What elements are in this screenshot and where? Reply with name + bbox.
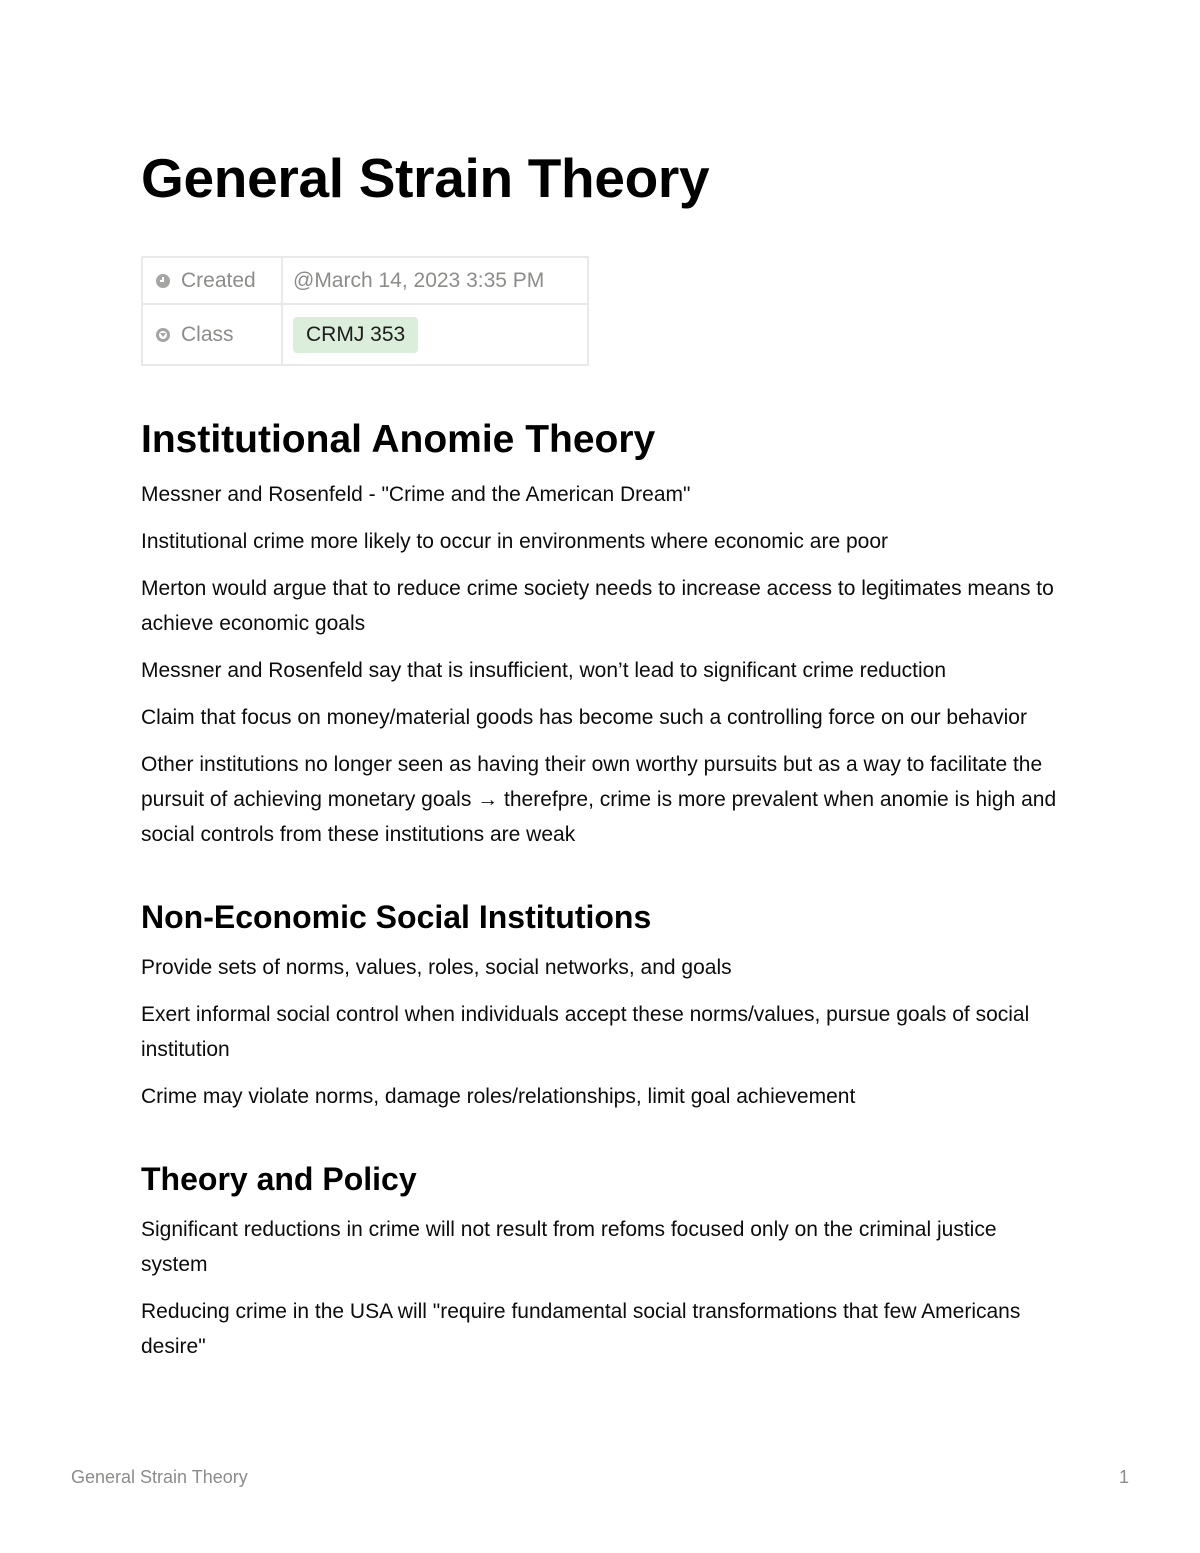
page-number: 1	[1118, 1467, 1129, 1487]
paragraph: Messner and Rosenfeld say that is insufficient, won’t lead to significant crime reduction	[141, 659, 947, 682]
section-heading-institutional-anomie: Institutional Anomie Theory	[141, 418, 656, 461]
property-row-class	[142, 304, 588, 365]
paragraph: Claim that focus on money/material goods has become such a controlling force on our behavior	[141, 706, 1027, 729]
footer-title: General Strain Theory	[71, 1467, 248, 1487]
paragraph: Exert informal social control when individuals accept these norms/values, pursue goals of social institution	[141, 1003, 1030, 1061]
clock-icon	[156, 274, 170, 288]
select-icon	[156, 328, 170, 342]
class-tag[interactable]: CRMJ 353	[293, 317, 418, 353]
property-value-cell[interactable]	[282, 304, 588, 365]
paragraph: Provide sets of norms, values, roles, social networks, and goals	[141, 956, 732, 979]
paragraph: Significant reductions in crime will not result from refoms focused only on the criminal justice system	[141, 1218, 997, 1276]
property-value-cell[interactable]	[282, 257, 588, 304]
property-name-class: Class	[181, 322, 234, 346]
paragraph: Messner and Rosenfeld - "Crime and the American Dream"	[141, 483, 691, 506]
property-name-created: Created	[181, 268, 256, 292]
section-heading-non-economic: Non-Economic Social Institutions	[141, 899, 652, 935]
property-name-cell	[142, 257, 282, 304]
property-name-cell	[142, 304, 282, 365]
paragraph: Crime may violate norms, damage roles/relationships, limit goal achievement	[141, 1085, 856, 1108]
paragraph: Institutional crime more likely to occur in environments where economic are poor	[141, 530, 888, 553]
section-heading-theory-policy: Theory and Policy	[141, 1161, 417, 1197]
paragraph: Merton would argue that to reduce crime society needs to increase access to legitimates means to achieve economic goals	[141, 577, 1054, 635]
paragraph: Other institutions no longer seen as having their own worthy pursuits but as a way to facilitate the pursuit of achieving monetary goals → therefpre, crime is more prevalent when anomie is high and social controls from these institutions are weak	[141, 753, 1057, 846]
page-content	[141, 414, 1061, 1364]
properties-table	[141, 256, 589, 366]
paragraph: Reducing crime in the USA will "require fundamental social transformations that few Americans desire"	[141, 1300, 1021, 1358]
created-date-value[interactable]: @March 14, 2023 3:35 PM	[293, 268, 545, 292]
property-row-created	[142, 257, 588, 304]
page-title: General Strain Theory	[141, 147, 710, 209]
